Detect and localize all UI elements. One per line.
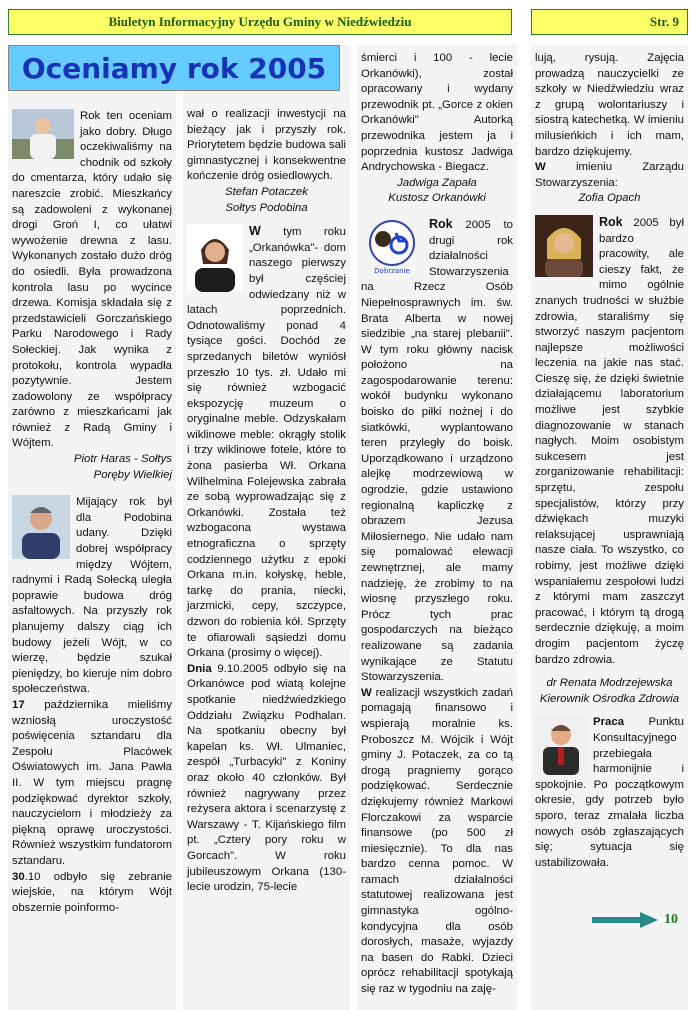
col3-para2-lead: Rok <box>429 216 453 231</box>
col1-para2: Mijający rok był dla Podobina udany. Dzięki dobrej współpracy między Wójtem, radnymi i Radą Sołecką uległa poprawie budowa dróg asfaltowych. Na przyszły rok planujemy dalszy ciąg ich budowy jeżeli Wójt, w co wierzę, będzie szukał pieniędzy, bo kieruje nim dobro społeczeństwa. <box>12 496 172 696</box>
continued-page-number: 10 <box>664 912 678 927</box>
signature-role: Kierownik Ośrodka Zdrowia <box>539 692 680 705</box>
signature-name: Zofia Opach <box>578 192 641 205</box>
photo-doctor <box>535 215 593 277</box>
col3-para3: realizacji wszystkich zadań pomagają finansowo i wspierają moralnie ks. Proboszcz M. Wójcik i Wójt gminy J. Potaczek, za co tą drogą pragniemy gorąco podziękować. Serdecznie dziękujemy również Markowi Florczakowi za wsparcie finansowe (po 500 zł miesięcznie). To dla nas bardzo cenna pomoc. W ramach działalności statutowej realizowana jest gimnastyka ogólno-kondycyjna dla osób dorosłych, masaże, wyjazdy na basen do Rabki. Dzieci oprócz rehabilitacji spotykają się raz w tygodniu na zaję- <box>361 686 513 996</box>
photo-kustosz <box>187 224 243 292</box>
col2-para2-lead: W <box>249 224 261 239</box>
photo-piotr-haras <box>12 109 74 159</box>
signature-name: Stefan Potaczek <box>225 185 308 198</box>
col1-para4: .10 odbyło się zebranie wiejskie, na którym Wójt obszernie poinformo- <box>12 870 172 914</box>
logo-caption: Dobrzanie <box>374 266 410 275</box>
col3-para3-lead: W <box>361 686 372 699</box>
col2-para2: tym roku „Orkanówka"- dom naszego pierwszy był częściej odwiedzany niż w latach poprzednich. Odnotowaliśmy ponad 4 tysiące gości. Dochód ze sprzedanych biletów wyniósł przeszło 10 tys. zł. Udało mi się również wzbogacić ekspozycję muzeum o oryginalne meble. Odzyskałam wiklinowe meble: okrągły stolik i trzy wiklinowe fotele, które to żona pasierba Wł. Orkana Wilhelmina Folejewska zabrała ze sobą wyprowadzając się z Orkanówki. Została też wzbogacona wystawa etnograficzna o sprzęty codziennego użytku z epoki Orkana m.in. kołyskę, heble, tarkę do prania, niecki, jarzmicki, cepy, szczypce, dzwon do robienia kół. Sprzęty te ofiarowali sąsiedzi domu Orkana (prosimy o więcej). <box>187 226 346 660</box>
photo-soltys-podobina <box>12 495 70 559</box>
col3-para1: śmierci i 100 - lecie Orkanówki), został opracowany i wydany przewodnik pt. „Gorce z okien Orkanówki" Autorką przewodnika jestem ja i poprzednia kustosz Jadwiga Andrychowska - Biegacz. <box>361 52 513 174</box>
page-number: Str. 9 <box>531 9 688 35</box>
association-logo <box>361 217 423 275</box>
col2-para1: wał o realizacji inwestycji na bieżący jak i przyszły rok. Priorytetem będzie budowa sali gimnastycznej i konsekwentne kończenie dróg osiedlowych. <box>187 108 346 183</box>
column-2 <box>183 45 350 1010</box>
signature-name: dr Renata Modrzejewska <box>546 677 673 690</box>
continued-arrow-icon <box>592 912 658 928</box>
col4-para3: 2005 był bardzo pracowity, ale cieszy fakt, że mimo ogólnie znanych trudności w służbie zdrowia, staraliśmy się stworzyć naszym pacjentom najlepsze możliwości leczenia na jakie nas stać. Cieszę się, że dzięki świetnie działającemu laboratorium możliwe jest szybkie diagnozowanie w stanach nagłych. Moim osobistym sukcesem jest zorganizowanie rehabilitacji: sprzętu, zespołu specjalistów, którzy przy dźwiękach muzyki relaksującej usprawniają nasze ciała. To wszystko, co robimy, jest możliwe dzięki wspaniałemu zespołowi ludzi z którymi mam zaszczyt pracować, i którym tą drogą serdecznie dziękuję, a moim drogim pacjentom życzę bardzo zdrowia. <box>535 216 684 666</box>
column-4 <box>531 45 688 1010</box>
col3-para2: 2005 to drugi rok działalności Stowarzyszenia na Rzecz Osób Niepełnosprawnych im. św. Brata Alberta w nowej siedzibie „na starej plebanii". W tym roku główny nacisk położono na zagospodarowanie terenu: wokół budynku wykonano boisko do piłki nożnej i do siatkówki, wyplantowano teren przyległy do boisk. Uporządkowano i urządzono alejkę modrzewiową w ogrodzie, gdzie ustawiono regionalną kapliczkę z obrazem Jezusa Miłosiernego. Nie udało nam się pomalować elewacji zewnętrznej, ale mamy nadzieję, że zrobimy to na wiosnę przyszłego roku. Prócz tych prac gospodarczych na bieżąco realizowane są zadania wynikające ze Statutu Stowarzyszenia. <box>361 218 513 684</box>
column-1 <box>8 45 176 1010</box>
signature-role: Kustosz Orkanówki <box>388 192 486 205</box>
col4-para4-lead: Praca <box>593 716 625 729</box>
col4-para4: Punktu Konsultacyjnego przebiegała harmonijnie i spokojnie. Po początkowym okresie, gdy potrzeb było sporo, teraz zmalała liczba nowych osób zgłaszających się; sytuacja się ustabilizowała. <box>535 716 684 869</box>
article-title: Oceniamy rok 2005 <box>21 52 327 85</box>
col1-para1: Rok ten oceniam jako dobry. Długo oczekiwaliśmy na chodnik od szkoły do cmentarza, który udało się nareszcie zrobić. Mieszkańcy są zadowoleni z wykonanej drogi Groń I, co ułatwi wywożenie drewna z lasu. Wykonanych zostało dużo dróg do osiedli. Była prowadzona kontrola lasu po wycince drzewa. Komisja składała się z przedstawicieli Gorczańskiego Parku Narodowego i Rady Sołeckiej. Jak wynika z protokołu, kontrola wypadła pozytywnie. Jestem zadowolony ze współpracy zarówno z mieszkańcami jak również z Radą Gminy i Wójtem. <box>12 110 172 450</box>
col4-para3-lead: Rok <box>599 214 623 229</box>
col2-para3: 9.10.2005 odbyło się na Orkanówce pod wiatą kolejne spotkanie niedźwiedzkiego Oddziału Związku Podhalan. Na spotkaniu obecny był kapelan ks. Wł. Ulmaniec, zespół „Turbacyki" z Koniny oraz około 40 członków. Był również nagrywany przez reżysera aktora i scenarzystę z Warszawy - T. Kijańskiego film pt. „Cztery pory roku w Gorcach". W roku jubileuszowym Orkana (130-lecie urodzin, 75-lecie <box>187 662 346 894</box>
col1-para3: października mieliśmy wzniosłą uroczystość poświęcenia sztandaru dla Zespołu Placówek Oświatowych im. Jana Pawła II. W tym miejscu pragnę podziękować dyrektor szkoły, nauczycielom i młodzieży za piękną oprawę uroczystości. Również wszystkim fundatorom sztandaru. <box>12 698 172 867</box>
col4-para2-lead: W <box>535 161 546 174</box>
column-3 <box>357 45 517 1010</box>
photo-consultant <box>535 715 587 775</box>
signature-role: Poręby Wielkiej <box>93 468 172 481</box>
col4-para2: imieniu Zarządu Stowarzyszenia: <box>535 161 684 189</box>
signature-name: Jadwiga Zapała <box>397 176 477 189</box>
signature-name: Piotr Haras - Sołtys <box>73 453 172 466</box>
col2-para3-lead: Dnia <box>187 662 212 675</box>
article-title-box <box>8 45 340 91</box>
col1-para4-lead: 30 <box>12 870 25 883</box>
col4-para1: lują, rysują. Zajęcia prowadzą nauczycielki ze szkoły w Niedźwiedziu wraz z grupą wolontariuszy i siostrą katechetką. W imieniu milusieńkich i ich mam, bardzo dziękujemy. <box>535 52 684 158</box>
signature-role: Sołtys Podobina <box>225 201 308 214</box>
col1-para3-lead: 17 <box>12 698 25 711</box>
bulletin-title: Biuletyn Informacyjny Urzędu Gminy w Niedźwiedziu <box>8 9 512 35</box>
